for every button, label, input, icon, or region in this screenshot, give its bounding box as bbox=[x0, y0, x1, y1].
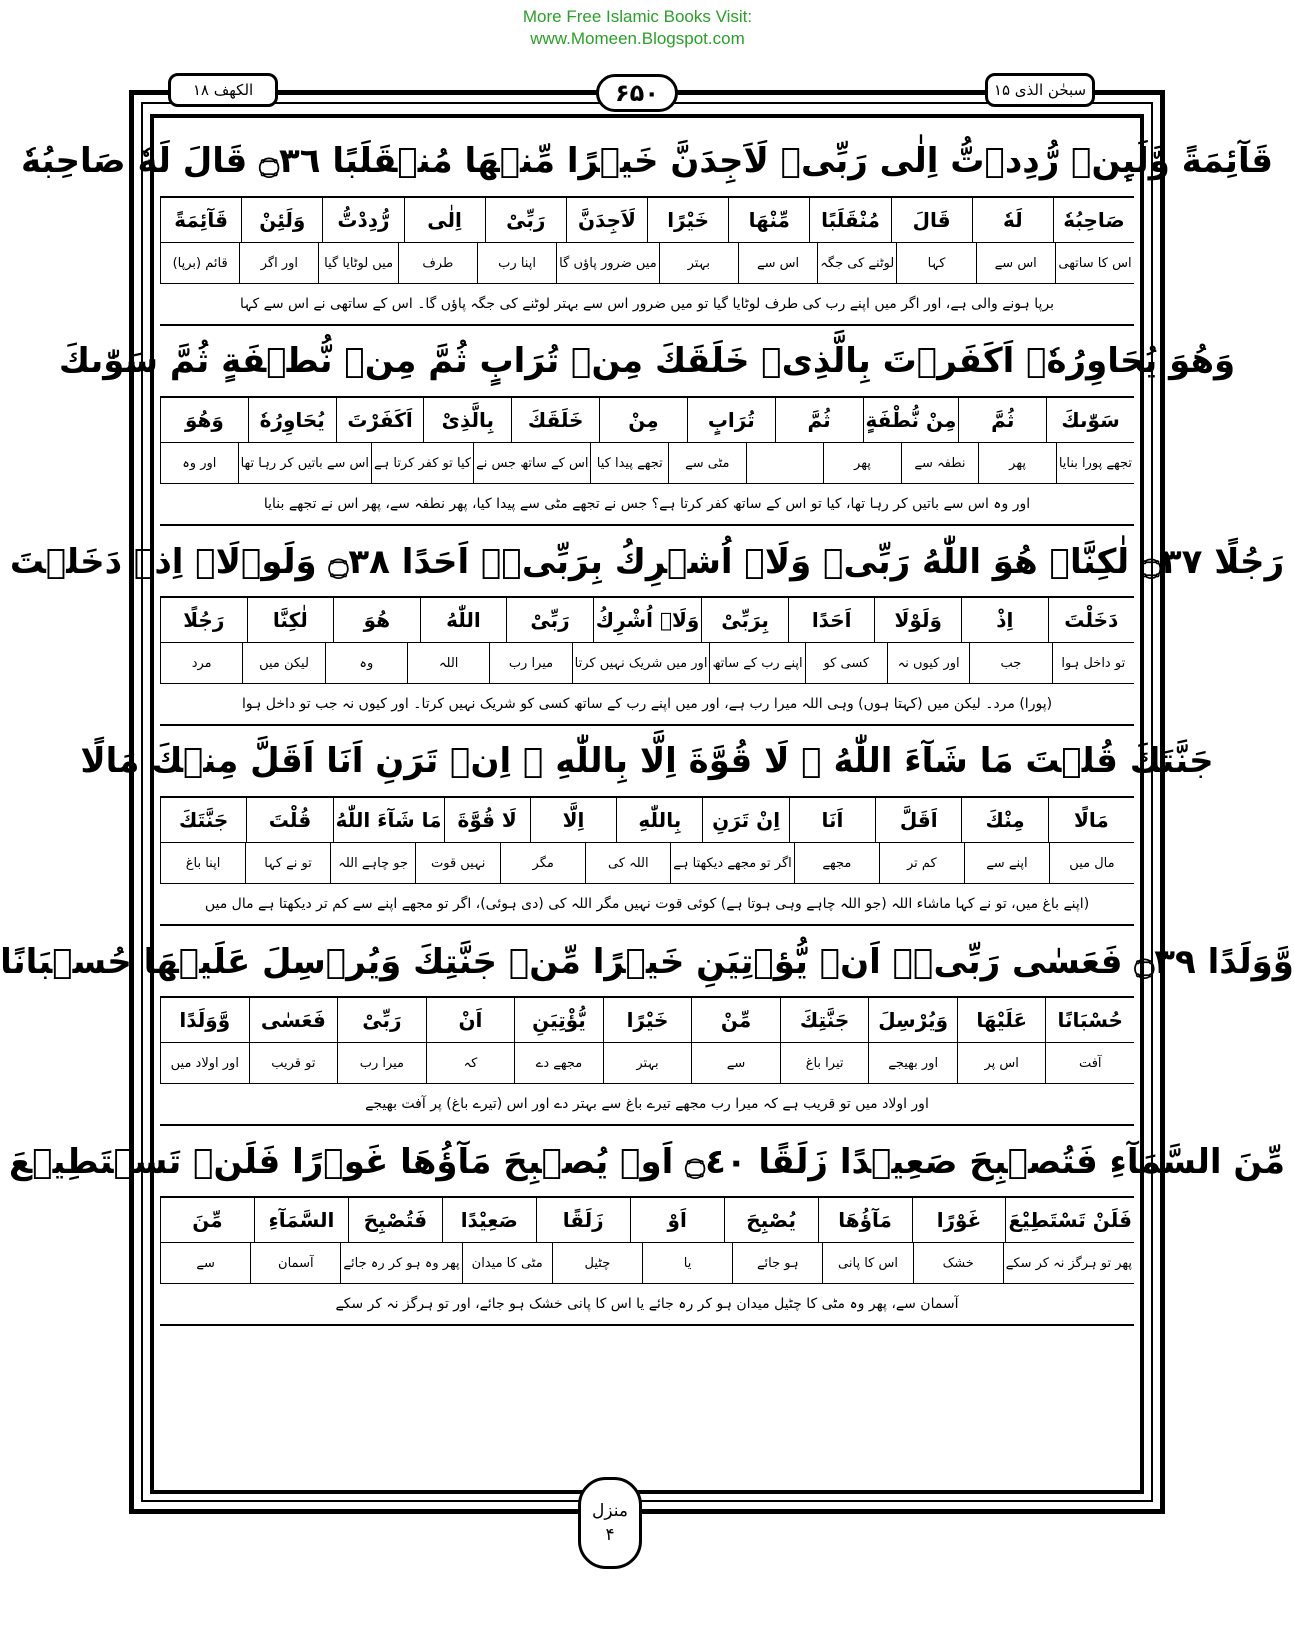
meaning-cell: جب bbox=[969, 643, 1051, 683]
meaning-cell: مٹی کا میدان bbox=[462, 1243, 552, 1283]
verse-section bbox=[58, 326, 1236, 526]
meaning-cell: تو نے کہا bbox=[245, 843, 330, 883]
word-cell: وَلَاۤ اُشْرِكُ bbox=[593, 598, 702, 642]
meaning-row bbox=[160, 643, 1134, 684]
manzil-label: منزل bbox=[592, 1501, 628, 1521]
word-cell: رَبِّىْ bbox=[485, 198, 566, 242]
meaning-row bbox=[160, 243, 1134, 284]
word-cell: لَهٗ bbox=[972, 198, 1053, 242]
word-cell: صَاحِبُهٗ bbox=[1053, 198, 1134, 242]
word-cell: بِالَّذِىْ bbox=[423, 398, 511, 442]
meaning-cell: آسمان bbox=[250, 1243, 340, 1283]
meaning-row bbox=[160, 843, 1134, 884]
translation-line: (پورا) مرد۔ لیکن میں (کہتا ہوں) وہی اللہ میرا رب ہے، اور میں اپنے رب کے ساتھ کسی کو شریک نہیں کرتا۔ اور کیوں نہ جب تو داخل ہوا bbox=[241, 696, 1053, 712]
meaning-cell: اور کیوں نہ bbox=[887, 643, 969, 683]
word-cell: وَلَوْلَا bbox=[874, 598, 961, 642]
word-cell: اِنْ تَرَنِ bbox=[702, 798, 788, 842]
surah-label: الکھف ۱۸ bbox=[168, 73, 278, 107]
meaning-cell: سے bbox=[160, 1243, 250, 1283]
meaning-cell: اس سے باتیں کر رہا تھا bbox=[238, 443, 371, 483]
meaning-cell: مجھے bbox=[794, 843, 879, 883]
word-cell: مُنْقَلَبًا bbox=[809, 198, 890, 242]
meaning-cell: مگر bbox=[500, 843, 585, 883]
meaning-cell: اور وہ bbox=[160, 443, 238, 483]
meaning-cell: اس کا پانی bbox=[822, 1243, 912, 1283]
word-cell: اَنْ bbox=[426, 998, 515, 1042]
word-cell: وَّوَلَدًا bbox=[160, 998, 249, 1042]
word-cell: لٰكِنَّا bbox=[247, 598, 334, 642]
meaning-cell: میرا رب bbox=[337, 1043, 426, 1083]
word-cell: قُلْتَ bbox=[246, 798, 332, 842]
meaning-cell: اپنے رب کے ساتھ bbox=[709, 643, 804, 683]
meaning-cell: اور بھیجے bbox=[868, 1043, 957, 1083]
meaning-cell: اللہ کی bbox=[585, 843, 670, 883]
translation-line: (اپنے باغ میں، تو نے کہا ماشاء اللہ (جو اللہ چاہے وہی ہوتا ہے) کوئی قوت نہیں مگر اللہ کی (دی ہوئی)، اگر تو مجھے اپنے سے کم تر دیکھتا ہے مال میں bbox=[204, 896, 1090, 912]
word-row bbox=[160, 398, 1134, 443]
meaning-cell: پھر bbox=[978, 443, 1056, 483]
verse-section bbox=[0, 926, 1294, 1126]
word-cell: مِنْ bbox=[599, 398, 687, 442]
meaning-cell bbox=[746, 443, 824, 483]
word-cell: وَهُوَ bbox=[160, 398, 248, 442]
word-cell: اِذْ bbox=[961, 598, 1048, 642]
word-cell: رَجُلًا bbox=[160, 598, 247, 642]
word-cell: تُرَابٍ bbox=[687, 398, 775, 442]
word-cell: خَلَقَكَ bbox=[511, 398, 599, 442]
word-cell: يُّؤْتِيَنِ bbox=[514, 998, 603, 1042]
meaning-cell: سے bbox=[691, 1043, 780, 1083]
word-cell: اِلَّا bbox=[530, 798, 616, 842]
word-cell: رُّدِدْتُّ bbox=[322, 198, 403, 242]
meaning-cell: نہیں قوت bbox=[415, 843, 500, 883]
word-cell: اِلٰى bbox=[404, 198, 485, 242]
meaning-cell: چٹیل bbox=[552, 1243, 642, 1283]
translation-line: برپا ہونے والی ہے، اور اگر میں اپنے رب کی طرف لوٹایا گیا تو میں ضرور اس سے بہتر لوٹنے کی جگہ پاؤں گا۔ اس کے ساتھی نے اس سے کہا bbox=[240, 296, 1054, 312]
meaning-cell: تیرا باغ bbox=[780, 1043, 869, 1083]
word-cell: رَبِّىْ bbox=[506, 598, 593, 642]
word-cell: غَوْرًا bbox=[912, 1198, 1006, 1242]
promo-line-1: More Free Islamic Books Visit: bbox=[522, 7, 753, 26]
word-cell: بِرَبِّىْ bbox=[701, 598, 788, 642]
meaning-cell: وہ bbox=[325, 643, 407, 683]
meaning-cell: ہو جائے bbox=[732, 1243, 822, 1283]
meaning-cell: اللہ bbox=[407, 643, 489, 683]
meaning-cell: اس سے bbox=[976, 243, 1055, 283]
meaning-cell: کہا bbox=[896, 243, 975, 283]
word-cell: مِّنْهَا bbox=[728, 198, 809, 242]
word-cell: اَقَلَّ bbox=[875, 798, 961, 842]
word-cell: لَاَجِدَنَّ bbox=[566, 198, 647, 242]
word-cell: مَالًا bbox=[1048, 798, 1134, 842]
word-cell: السَّمَآءِ bbox=[254, 1198, 348, 1242]
word-cell: صَعِيْدًا bbox=[442, 1198, 536, 1242]
word-cell: مِنْكَ bbox=[961, 798, 1047, 842]
word-cell: يُحَاوِرُهٗ bbox=[248, 398, 336, 442]
word-cell: مِّنْ bbox=[691, 998, 780, 1042]
word-cell: اَحَدًا bbox=[788, 598, 875, 642]
meaning-cell: یا bbox=[642, 1243, 732, 1283]
meaning-cell: کم تر bbox=[879, 843, 964, 883]
meaning-cell: مٹی سے bbox=[668, 443, 746, 483]
meaning-cell: اور میں شریک نہیں کرتا bbox=[572, 643, 710, 683]
meaning-cell: پھر وہ ہو کر رہ جائے bbox=[340, 1243, 461, 1283]
meaning-cell: میں لوٹایا گیا bbox=[318, 243, 397, 283]
page-number: ۶۵۰ bbox=[596, 74, 678, 112]
word-cell: خَيْرًا bbox=[647, 198, 728, 242]
meaning-cell: میرا رب bbox=[489, 643, 571, 683]
word-cell: رَبِّىْ bbox=[337, 998, 426, 1042]
meaning-cell: لیکن میں bbox=[242, 643, 324, 683]
word-cell: وَلَئِنْ bbox=[241, 198, 322, 242]
meaning-cell: نطفہ سے bbox=[901, 443, 979, 483]
word-cell: اللّٰهُ bbox=[420, 598, 507, 642]
meaning-cell: آفت bbox=[1045, 1043, 1134, 1083]
translation-line: اور اولاد میں تو قریب ہے کہ میرا رب مجھے تیرے باغ سے بہتر دے اور اس (تیرے باغ) پر آفت بھیجے bbox=[365, 1096, 929, 1112]
word-cell: قَآئِمَةً bbox=[160, 198, 241, 242]
meaning-cell: خشک bbox=[913, 1243, 1003, 1283]
meaning-cell: کیا تو کفر کرتا ہے bbox=[371, 443, 473, 483]
word-cell: وَيُرْسِلَ bbox=[868, 998, 957, 1042]
meaning-cell: اور اگر bbox=[239, 243, 318, 283]
meaning-row bbox=[160, 443, 1134, 484]
meaning-cell: جو چاہے اللہ bbox=[330, 843, 415, 883]
meaning-cell: بہتر bbox=[659, 243, 738, 283]
meaning-cell: اس پر bbox=[957, 1043, 1046, 1083]
manzil-marker bbox=[578, 1477, 642, 1569]
word-cell: مِنْ نُّطْفَةٍ bbox=[863, 398, 959, 442]
word-cell: قَالَ bbox=[891, 198, 972, 242]
verse-section bbox=[21, 124, 1273, 326]
meaning-cell: بہتر bbox=[603, 1043, 692, 1083]
word-row bbox=[160, 198, 1134, 243]
meaning-cell: قائم (برپا) bbox=[160, 243, 239, 283]
word-cell: اَوْ bbox=[630, 1198, 724, 1242]
meaning-cell: مجھے دے bbox=[514, 1043, 603, 1083]
word-cell: جَنَّتِكَ bbox=[780, 998, 869, 1042]
translation-line: آسمان سے، پھر وہ مٹی کا چٹیل میدان ہو کر رہ جائے یا اس کا پانی خشک ہو جائے، اور تو ہرگز نہ کر سکے bbox=[335, 1296, 959, 1312]
promo-line-2[interactable]: www.Momeen.Blogspot.com bbox=[530, 29, 745, 48]
word-row bbox=[160, 998, 1134, 1043]
arabic-verse-line: رَجُلًا ۝٣٧ لٰكِنَّا۠ هُوَ اللّٰهُ رَبِّىۡ وَلَاۤ اُشۡرِكُ بِرَبِّىۡۤ اَحَدًا ۝٣٨ وَلَوۡلَاۤ اِذۡ دَخَلۡتَ bbox=[160, 526, 1134, 598]
meaning-row bbox=[160, 1243, 1134, 1284]
arabic-verse-line: جَنَّتَكَ قُلۡتَ مَا شَآءَ اللّٰهُ ۙ لَا قُوَّةَ اِلَّا بِاللّٰهِ ۚ اِنۡ تَرَنِ اَنَا اَقَلَّ مِنۡكَ مَالًا bbox=[160, 726, 1134, 798]
meaning-cell: اپنے سے bbox=[964, 843, 1049, 883]
word-row bbox=[160, 798, 1134, 843]
arabic-verse-line: وَّوَلَدًا ۝٣٩ فَعَسٰى رَبِّىۡۤ اَنۡ يُّؤۡتِيَنِ خَيۡرًا مِّنۡ جَنَّتِكَ وَيُرۡسِلَ عَلَيۡهَا حُسۡبَانًا bbox=[160, 926, 1134, 998]
word-cell: هُوَ bbox=[333, 598, 420, 642]
word-cell: خَيْرًا bbox=[603, 998, 692, 1042]
meaning-cell: اور اولاد میں bbox=[160, 1043, 249, 1083]
word-cell: فَعَسٰى bbox=[249, 998, 338, 1042]
word-cell: بِاللّٰهِ bbox=[616, 798, 702, 842]
word-cell: جَنَّتَكَ bbox=[160, 798, 246, 842]
meaning-cell: مال میں bbox=[1049, 843, 1134, 883]
meaning-cell: کسی کو bbox=[805, 643, 887, 683]
meaning-cell: مرد bbox=[160, 643, 242, 683]
meaning-row bbox=[160, 1043, 1134, 1084]
juz-label: سبحٰن الذی ۱۵ bbox=[985, 73, 1095, 107]
promo-banner bbox=[0, 6, 1275, 50]
meaning-cell: طرف bbox=[398, 243, 477, 283]
word-cell: ثُمَّ bbox=[958, 398, 1046, 442]
word-cell: سَوّٰىكَ bbox=[1046, 398, 1134, 442]
meaning-cell: لوٹنے کی جگہ bbox=[817, 243, 896, 283]
meaning-cell: کہ bbox=[426, 1043, 515, 1083]
word-row bbox=[160, 598, 1134, 643]
word-cell: مِّنَ bbox=[160, 1198, 254, 1242]
word-cell: ثُمَّ bbox=[775, 398, 863, 442]
page-content bbox=[0, 124, 1294, 1326]
verse-section bbox=[8, 1126, 1285, 1326]
meaning-cell: اس کے ساتھ جس نے bbox=[473, 443, 590, 483]
meaning-cell: پھر bbox=[823, 443, 901, 483]
verse-section bbox=[80, 726, 1214, 926]
word-cell: دَخَلْتَ bbox=[1048, 598, 1135, 642]
word-cell: يُصْبِحَ bbox=[724, 1198, 818, 1242]
meaning-cell: تو قریب bbox=[249, 1043, 338, 1083]
word-cell: زَلَقًا bbox=[536, 1198, 630, 1242]
word-cell: اَنَا bbox=[789, 798, 875, 842]
verse-section bbox=[9, 526, 1285, 726]
arabic-verse-line: وَهُوَ يُحَاوِرُهٗۤ اَكَفَرۡتَ بِالَّذِىۡ خَلَقَكَ مِنۡ تُرَابٍ ثُمَّ مِنۡ نُّطۡفَةٍ ثُمَّ سَوّٰٮكَ bbox=[160, 326, 1134, 398]
meaning-cell: اس سے bbox=[738, 243, 817, 283]
word-cell: مَآؤُهَا bbox=[818, 1198, 912, 1242]
word-cell: اَكَفَرْتَ bbox=[336, 398, 424, 442]
word-cell: لَا قُوَّةَ bbox=[444, 798, 530, 842]
word-cell: فَلَنْ تَسْتَطِيْعَ bbox=[1005, 1198, 1134, 1242]
meaning-cell: تجھے پیدا کیا bbox=[590, 443, 668, 483]
meaning-cell: اپنا باغ bbox=[160, 843, 245, 883]
meaning-cell: میں ضرور پاؤں گا bbox=[556, 243, 659, 283]
meaning-cell: پھر تو ہرگز نہ کر سکے bbox=[1003, 1243, 1134, 1283]
meaning-cell: تو داخل ہوا bbox=[1052, 643, 1134, 683]
translation-line: اور وہ اس سے باتیں کر رہا تھا، کیا تو اس کے ساتھ کفر کرتا ہے؟ جس نے تجھے مٹی سے پیدا کیا، پھر نطفہ سے، پھر اس نے تجھے بنایا bbox=[263, 496, 1031, 512]
meaning-cell: اس کا ساتھی bbox=[1055, 243, 1134, 283]
word-cell: مَا شَآءَ اللّٰهُ bbox=[333, 798, 444, 842]
word-cell: حُسْبَانًا bbox=[1045, 998, 1134, 1042]
word-row bbox=[160, 1198, 1134, 1243]
meaning-cell: تجھے پورا بنایا bbox=[1056, 443, 1134, 483]
word-cell: فَتُصْبِحَ bbox=[348, 1198, 442, 1242]
manzil-number: ۴ bbox=[605, 1525, 615, 1545]
arabic-verse-line: مِّنَ السَّمَآءِ فَتُصۡبِحَ صَعِيۡدًا زَلَقًا ۝٤٠ اَوۡ يُصۡبِحَ مَآؤُهَا غَوۡرًا فَلَنۡ تَسۡتَطِيۡعَ bbox=[160, 1126, 1134, 1198]
arabic-verse-line: قَآئِمَةً وَّلَىِٕنۡ رُّدِدۡتُّ اِلٰى رَبِّىۡ لَاَجِدَنَّ خَيۡرًا مِّنۡهَا مُنۡقَلَبًا ۝٣٦ قَالَ لَهٗ صَاحِبُهٗ bbox=[160, 124, 1134, 198]
word-cell: عَلَيْهَا bbox=[957, 998, 1046, 1042]
meaning-cell: اپنا رب bbox=[477, 243, 556, 283]
meaning-cell: اگر تو مجھے دیکھتا ہے bbox=[670, 843, 794, 883]
